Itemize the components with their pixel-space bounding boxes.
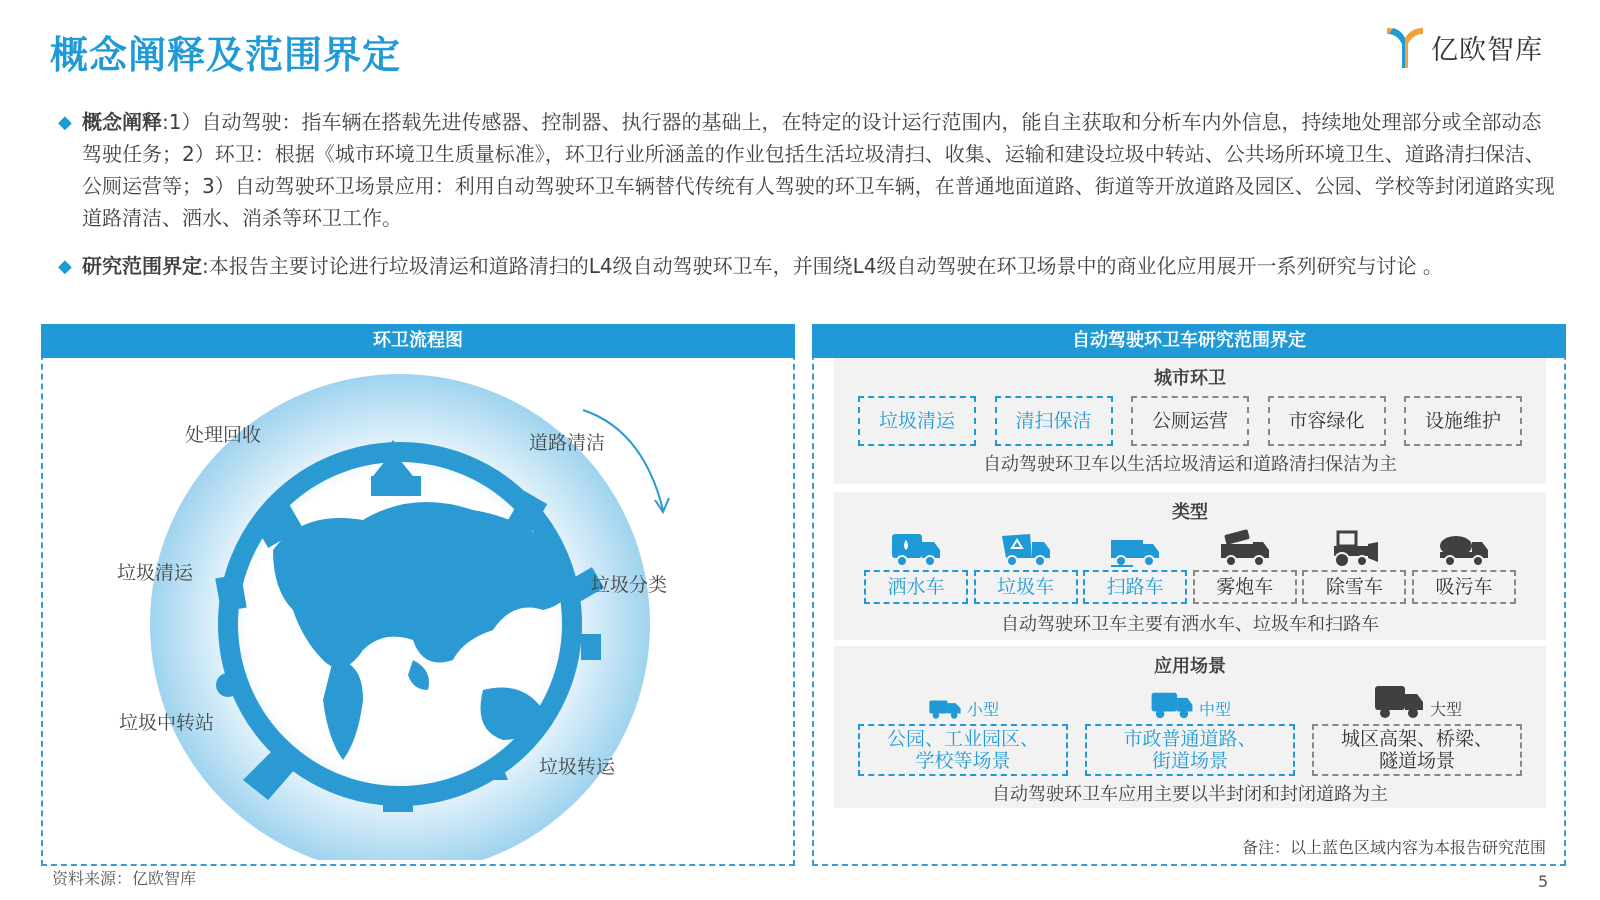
paragraph-label: 研究范围界定 — [82, 254, 202, 278]
suction-truck — [1412, 528, 1516, 604]
type-item: 吸污车 — [1412, 570, 1516, 604]
medium-truck-icon — [1149, 686, 1195, 720]
paragraph-text: :本报告主要讨论进行垃圾清运和道路清扫的L4级自动驾驶环卫车，并围绕L4级自动驾驶在环卫场景中的商业化应用展开一系列研究与讨论 。 — [202, 254, 1443, 278]
snow-plow-icon — [1328, 528, 1380, 568]
large-truck-icon — [1372, 680, 1426, 720]
type-item: 扫路车 — [1083, 570, 1187, 604]
section-title: 类型 — [1172, 502, 1208, 523]
sanitation-flow-panel — [41, 324, 795, 866]
scene-line: 城区高架、桥梁、 — [1340, 728, 1493, 750]
type-item: 洒水车 — [864, 570, 968, 604]
footnote: 备注：以上蓝色区域内容为本报告研究范围 — [1241, 838, 1546, 857]
fog-cannon-truck — [1193, 528, 1297, 604]
section-title: 城市环卫 — [1154, 368, 1226, 389]
logo — [1385, 22, 1543, 72]
type-item: 雾炮车 — [1193, 570, 1297, 604]
sweeper-truck-icon — [1109, 528, 1161, 568]
label-garbage-transport: 垃圾转运 — [539, 756, 616, 778]
globe-illustration — [43, 360, 793, 860]
logo-mark-icon — [1385, 24, 1425, 70]
source-note: 资料来源：亿欧智库 — [52, 869, 197, 888]
type-item: 除雪车 — [1302, 570, 1406, 604]
scene-item — [858, 724, 1068, 776]
snow-removal-truck — [1302, 528, 1406, 604]
suction-truck-icon — [1438, 528, 1490, 568]
scene-line: 隧道场景 — [1378, 750, 1455, 772]
sweeper-truck — [1083, 528, 1187, 604]
label-road-clean: 道路清洁 — [529, 432, 606, 454]
panel-title: 自动驾驶环卫车研究范围界定 — [812, 324, 1566, 358]
scene-item — [1312, 724, 1522, 776]
garbage-truck-icon — [1000, 528, 1052, 568]
scene-line: 街道场景 — [1151, 750, 1228, 772]
scene-item — [1085, 724, 1295, 776]
section-note: 自动驾驶环卫车主要有洒水车、垃圾车和扫路车 — [1001, 614, 1379, 635]
scene-line: 学校等场景 — [915, 750, 1011, 772]
panel-title: 环卫流程图 — [41, 324, 795, 358]
scene-line: 公园、工业园区、 — [886, 728, 1039, 750]
fog-cannon-truck-icon — [1219, 528, 1271, 568]
city-item: 设施维护 — [1404, 396, 1522, 446]
sprinkler-truck-icon — [890, 528, 942, 568]
logo-text: 亿欧智库 — [1431, 34, 1543, 66]
city-sanitation-section — [834, 358, 1546, 484]
small-truck-icon — [927, 694, 963, 720]
scope-paragraph — [58, 250, 1558, 282]
city-item: 公厕运营 — [1131, 396, 1249, 446]
section-note: 自动驾驶环卫车以生活垃圾清运和道路清扫保洁为主 — [983, 454, 1397, 475]
small-scene — [858, 684, 1068, 776]
city-item: 垃圾清运 — [858, 396, 976, 446]
section-title: 应用场景 — [1154, 656, 1226, 677]
label-garbage-collect: 垃圾清运 — [117, 562, 194, 584]
paragraph-text: :1）自动驾驶：指车辆在搭载先进传感器、控制器、执行器的基础上，在特定的设计运行范围内，能自主获取和分析车内外信息，持续地处理部分或全部动态驾驶任务；2）环卫：根据《城市环境卫生质量标准》，环卫行业所涵盖的作业包括生活垃圾清扫、收集、运输和建设垃圾中转站、公共场所环境卫生、道路清扫保洁、公厕运营等；3）自动驾驶环卫场景应用：利用自动驾驶环卫车辆替代传统有人驾驶的环卫车辆，在普通地面道路、街道等开放道路及园区、公园、学校等封闭道路实现道路清洁、洒水、消杀等环卫工作。 — [82, 110, 1555, 230]
page-title: 概念阐释及范围界定 — [50, 33, 402, 77]
vehicle-types-section — [834, 492, 1546, 640]
size-label: 小型 — [966, 700, 999, 719]
page-number: 5 — [1538, 872, 1549, 891]
garbage-truck — [974, 528, 1078, 604]
diamond-bullet-icon: ◆ — [58, 256, 72, 277]
section-note: 自动驾驶环卫车应用主要以半封闭和封闭道路为主 — [992, 784, 1388, 805]
label-recycle: 处理回收 — [185, 424, 262, 446]
medium-scene — [1085, 684, 1295, 776]
city-item: 市容绿化 — [1268, 396, 1386, 446]
scene-line: 市政普通道路、 — [1123, 728, 1257, 750]
label-garbage-sort: 垃圾分类 — [591, 574, 668, 596]
research-scope-panel — [812, 324, 1566, 866]
sprinkler-truck — [864, 528, 968, 604]
application-scenes-section — [834, 646, 1546, 808]
size-label: 中型 — [1198, 700, 1231, 719]
size-label: 大型 — [1429, 700, 1462, 719]
concept-paragraph — [58, 106, 1558, 234]
large-scene — [1312, 684, 1522, 776]
label-transfer-station: 垃圾中转站 — [119, 712, 215, 734]
paragraph-label: 概念阐释 — [82, 110, 162, 134]
diamond-bullet-icon: ◆ — [58, 112, 72, 133]
city-item: 清扫保洁 — [995, 396, 1113, 446]
type-item: 垃圾车 — [974, 570, 1078, 604]
